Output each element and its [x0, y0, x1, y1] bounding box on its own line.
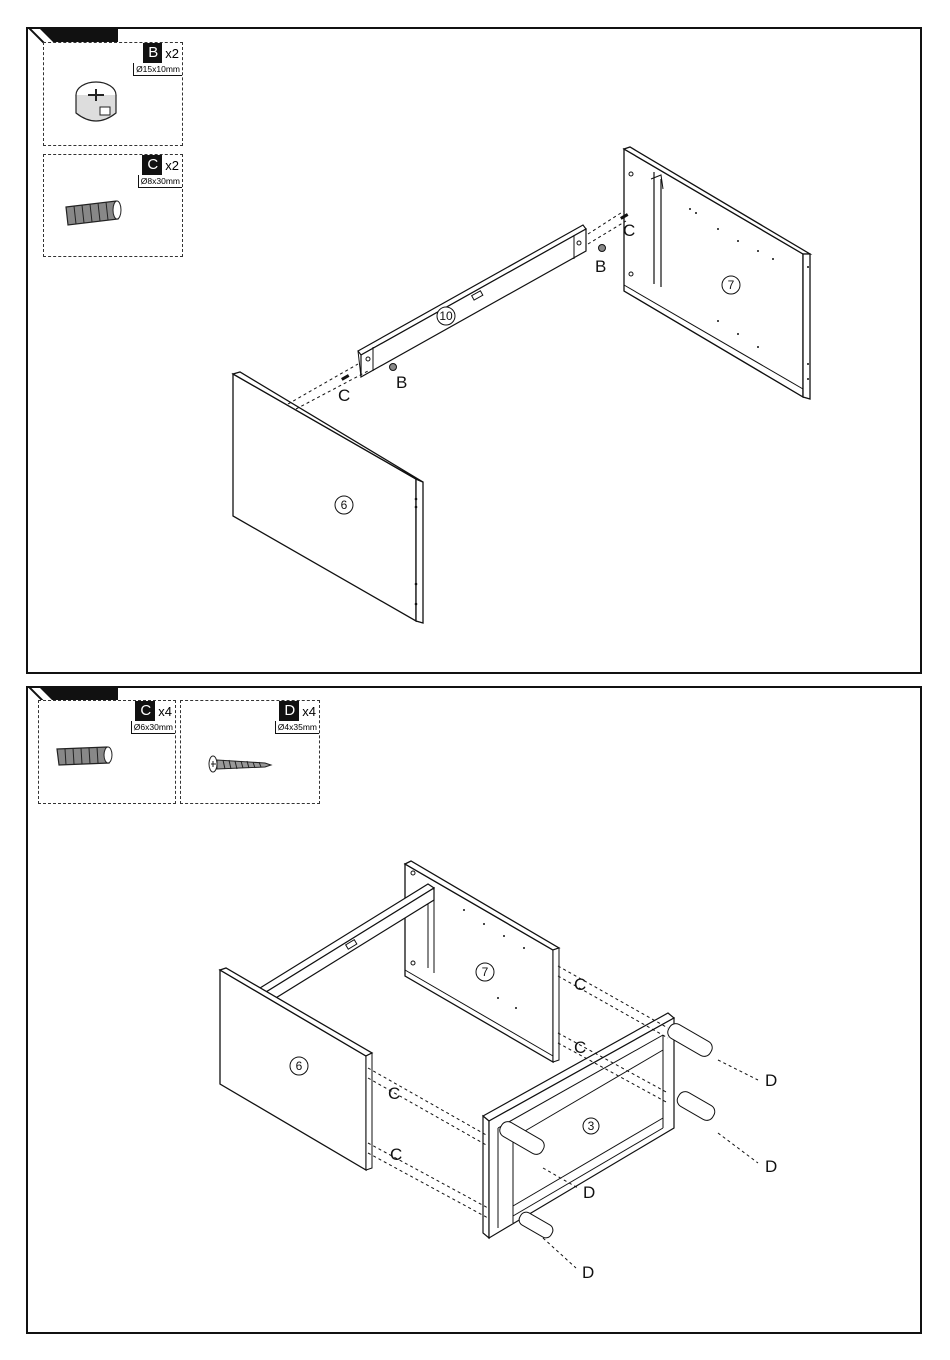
hardware-size: Ø15x10mm	[133, 63, 182, 76]
hardware-count: x2	[165, 45, 179, 61]
callout-b: B	[396, 373, 408, 392]
hardware-letter: C	[136, 701, 155, 721]
part-number-6: 6	[295, 1059, 303, 1073]
step-2-panel	[26, 686, 922, 1334]
hardware-size: Ø8x30mm	[138, 175, 182, 188]
hardware-letter: B	[144, 43, 162, 63]
callout-d: D	[765, 1071, 778, 1090]
step-number: 1	[897, 31, 912, 61]
side-panel-6	[233, 372, 423, 623]
part-number-7: 7	[481, 965, 489, 979]
callout-d: D	[765, 1157, 778, 1176]
step-1-drawing	[28, 29, 924, 676]
callout-c: C	[338, 386, 351, 405]
callout-c: C	[574, 1038, 587, 1057]
hardware-count: x2	[165, 157, 179, 173]
hardware-letter: C	[143, 155, 162, 175]
part-number-7: 7	[727, 278, 735, 292]
hardware-count: x4	[158, 703, 172, 719]
callout-c: C	[388, 1084, 401, 1103]
callout-c: C	[623, 221, 636, 240]
hardware-size: Ø4x35mm	[275, 721, 319, 734]
hardware-size: Ø6x30mm	[131, 721, 175, 734]
step-2-drawing	[28, 688, 924, 1336]
callout-c: C	[574, 975, 587, 994]
callout-d: D	[583, 1183, 596, 1202]
step-number: 2	[897, 690, 912, 720]
step-1-panel	[26, 27, 922, 674]
frame-3	[483, 1013, 717, 1240]
hardware-count: x4	[302, 703, 316, 719]
part-number-6: 6	[340, 498, 348, 512]
callout-c: C	[390, 1145, 403, 1164]
part-number-10: 10	[439, 309, 453, 323]
hardware-letter: D	[280, 701, 299, 721]
back-panel-7	[624, 147, 810, 399]
callout-b: B	[595, 257, 607, 276]
rail-10	[358, 225, 586, 377]
part-number-3: 3	[587, 1119, 595, 1133]
callout-d: D	[582, 1263, 595, 1282]
